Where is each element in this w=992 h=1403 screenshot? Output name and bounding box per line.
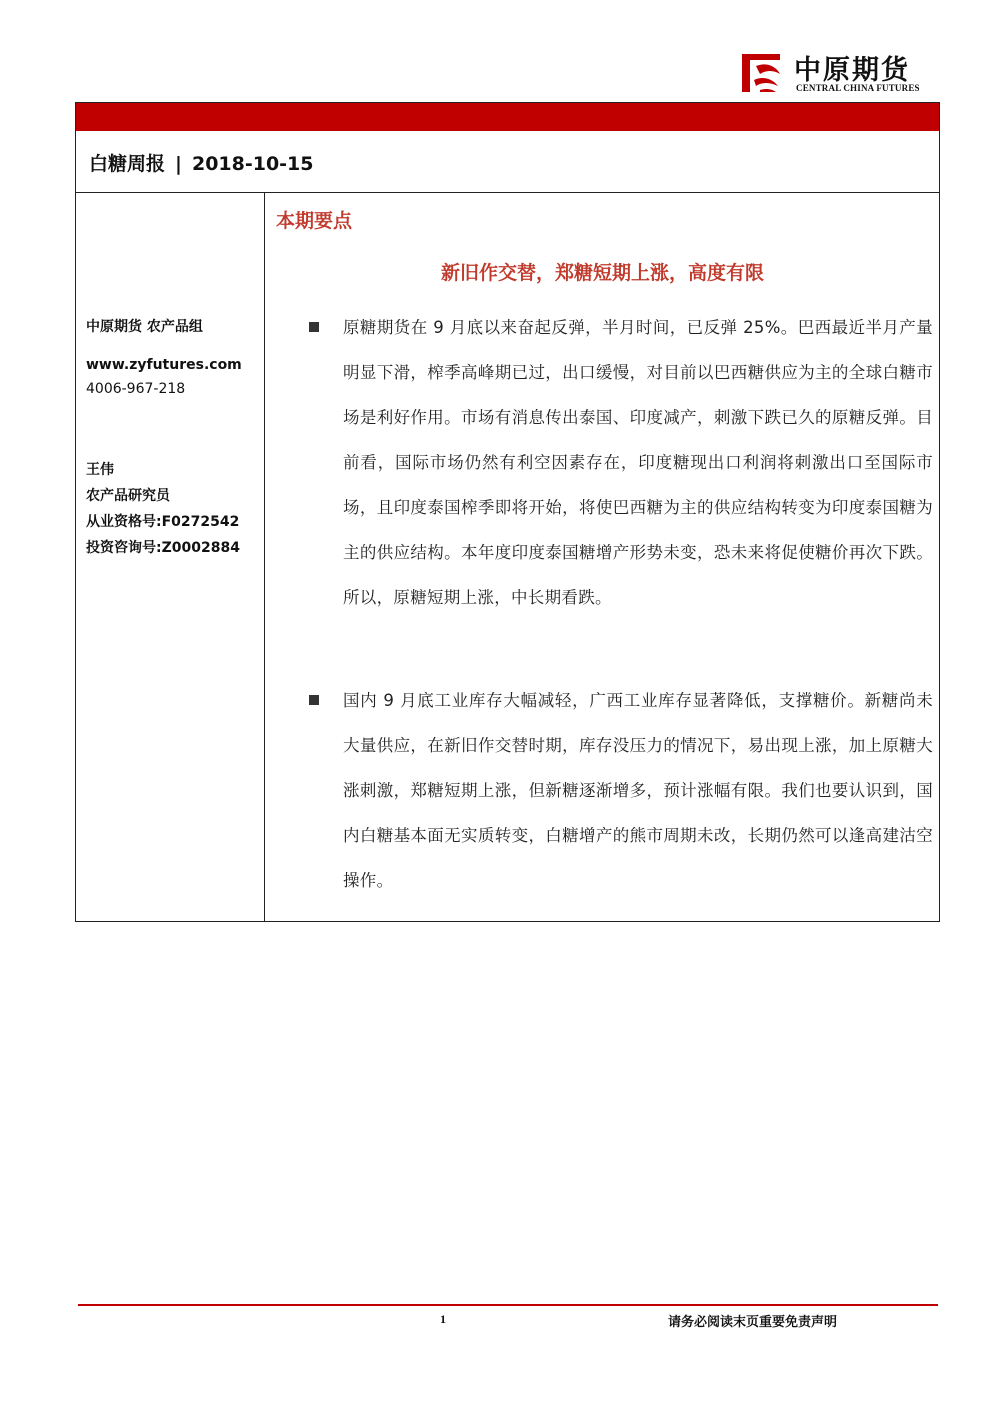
- license-value: F0272542: [161, 514, 240, 530]
- consult-number: [86, 537, 240, 557]
- title-separator: |: [175, 153, 182, 175]
- page-number: 1: [440, 1312, 446, 1326]
- report-date: 2018-10-15: [191, 153, 314, 175]
- consult-value: Z0002884: [161, 540, 240, 556]
- key-point-paragraph: 国内 9 月底工业库存大幅减轻，广西工业库存显著降低，支撑糖价。新糖尚未大量供应，在新旧作交替时期，库存没压力的情况下，易出现上涨，加上原糖大涨刺激，郑糖短期上涨，但新糖逐渐增多，预计涨幅有限。我们也要认识到，国内白糖基本面无实质转变，白糖增产的熊市周期未改，长期仍然可以逢高建沽空操作。: [343, 691, 933, 890]
- bullet-square-icon: [309, 322, 319, 332]
- company-name-en: CENTRAL CHINA FUTURES: [796, 83, 920, 93]
- company-logo-icon: [738, 50, 784, 96]
- column-divider: [264, 193, 265, 921]
- key-point-paragraph: 原糖期货在 9 月底以来奋起反弹，半月时间，已反弹 25%。巴西最近半月产量明显下滑，榨季高峰期已过，出口缓慢，对目前以巴西糖供应为主的全球白糖市场是利好作用。市场有消息传出泰国、印度减产，刺激下跌已久的原糖反弹。目前看，国际市场仍然有利空因素存在，印度糖现出口利润将刺激出口至国际市场，且印度泰国榨季即将开始，将使巴西糖为主的供应结构转变为印度泰国糖为主的供应结构。本年度印度泰国糖增产形势未变，恐未来将促使糖价再次下跌。所以，原糖短期上涨，中长期看跌。: [343, 318, 933, 607]
- footer-divider: [78, 1304, 938, 1306]
- company-logo: [738, 50, 938, 98]
- license-number: [86, 511, 239, 531]
- website-link[interactable]: www.zyfutures.com: [86, 357, 242, 373]
- consult-label: 投资咨询号:: [86, 540, 162, 556]
- bullet-square-icon: [309, 695, 319, 705]
- author-name: 王伟: [86, 462, 114, 478]
- title-row: [76, 131, 939, 193]
- report-title-name: 白糖周报: [89, 153, 166, 175]
- header-accent-bar: [76, 103, 939, 131]
- license-label: 从业资格号:: [86, 514, 162, 530]
- phone-number: 4006-967-218: [86, 381, 186, 397]
- company-name-cn: 中原期货: [794, 55, 910, 86]
- author-role: 农产品研究员: [86, 488, 170, 504]
- report-title: [89, 149, 314, 176]
- headline: 新旧作交替，郑糖短期上涨，高度有限: [440, 262, 764, 284]
- disclaimer-notice: 请务必阅读末页重要免责声明: [668, 1315, 838, 1330]
- key-points-label: 本期要点: [276, 210, 353, 232]
- research-group: 中原期货 农产品组: [86, 319, 203, 335]
